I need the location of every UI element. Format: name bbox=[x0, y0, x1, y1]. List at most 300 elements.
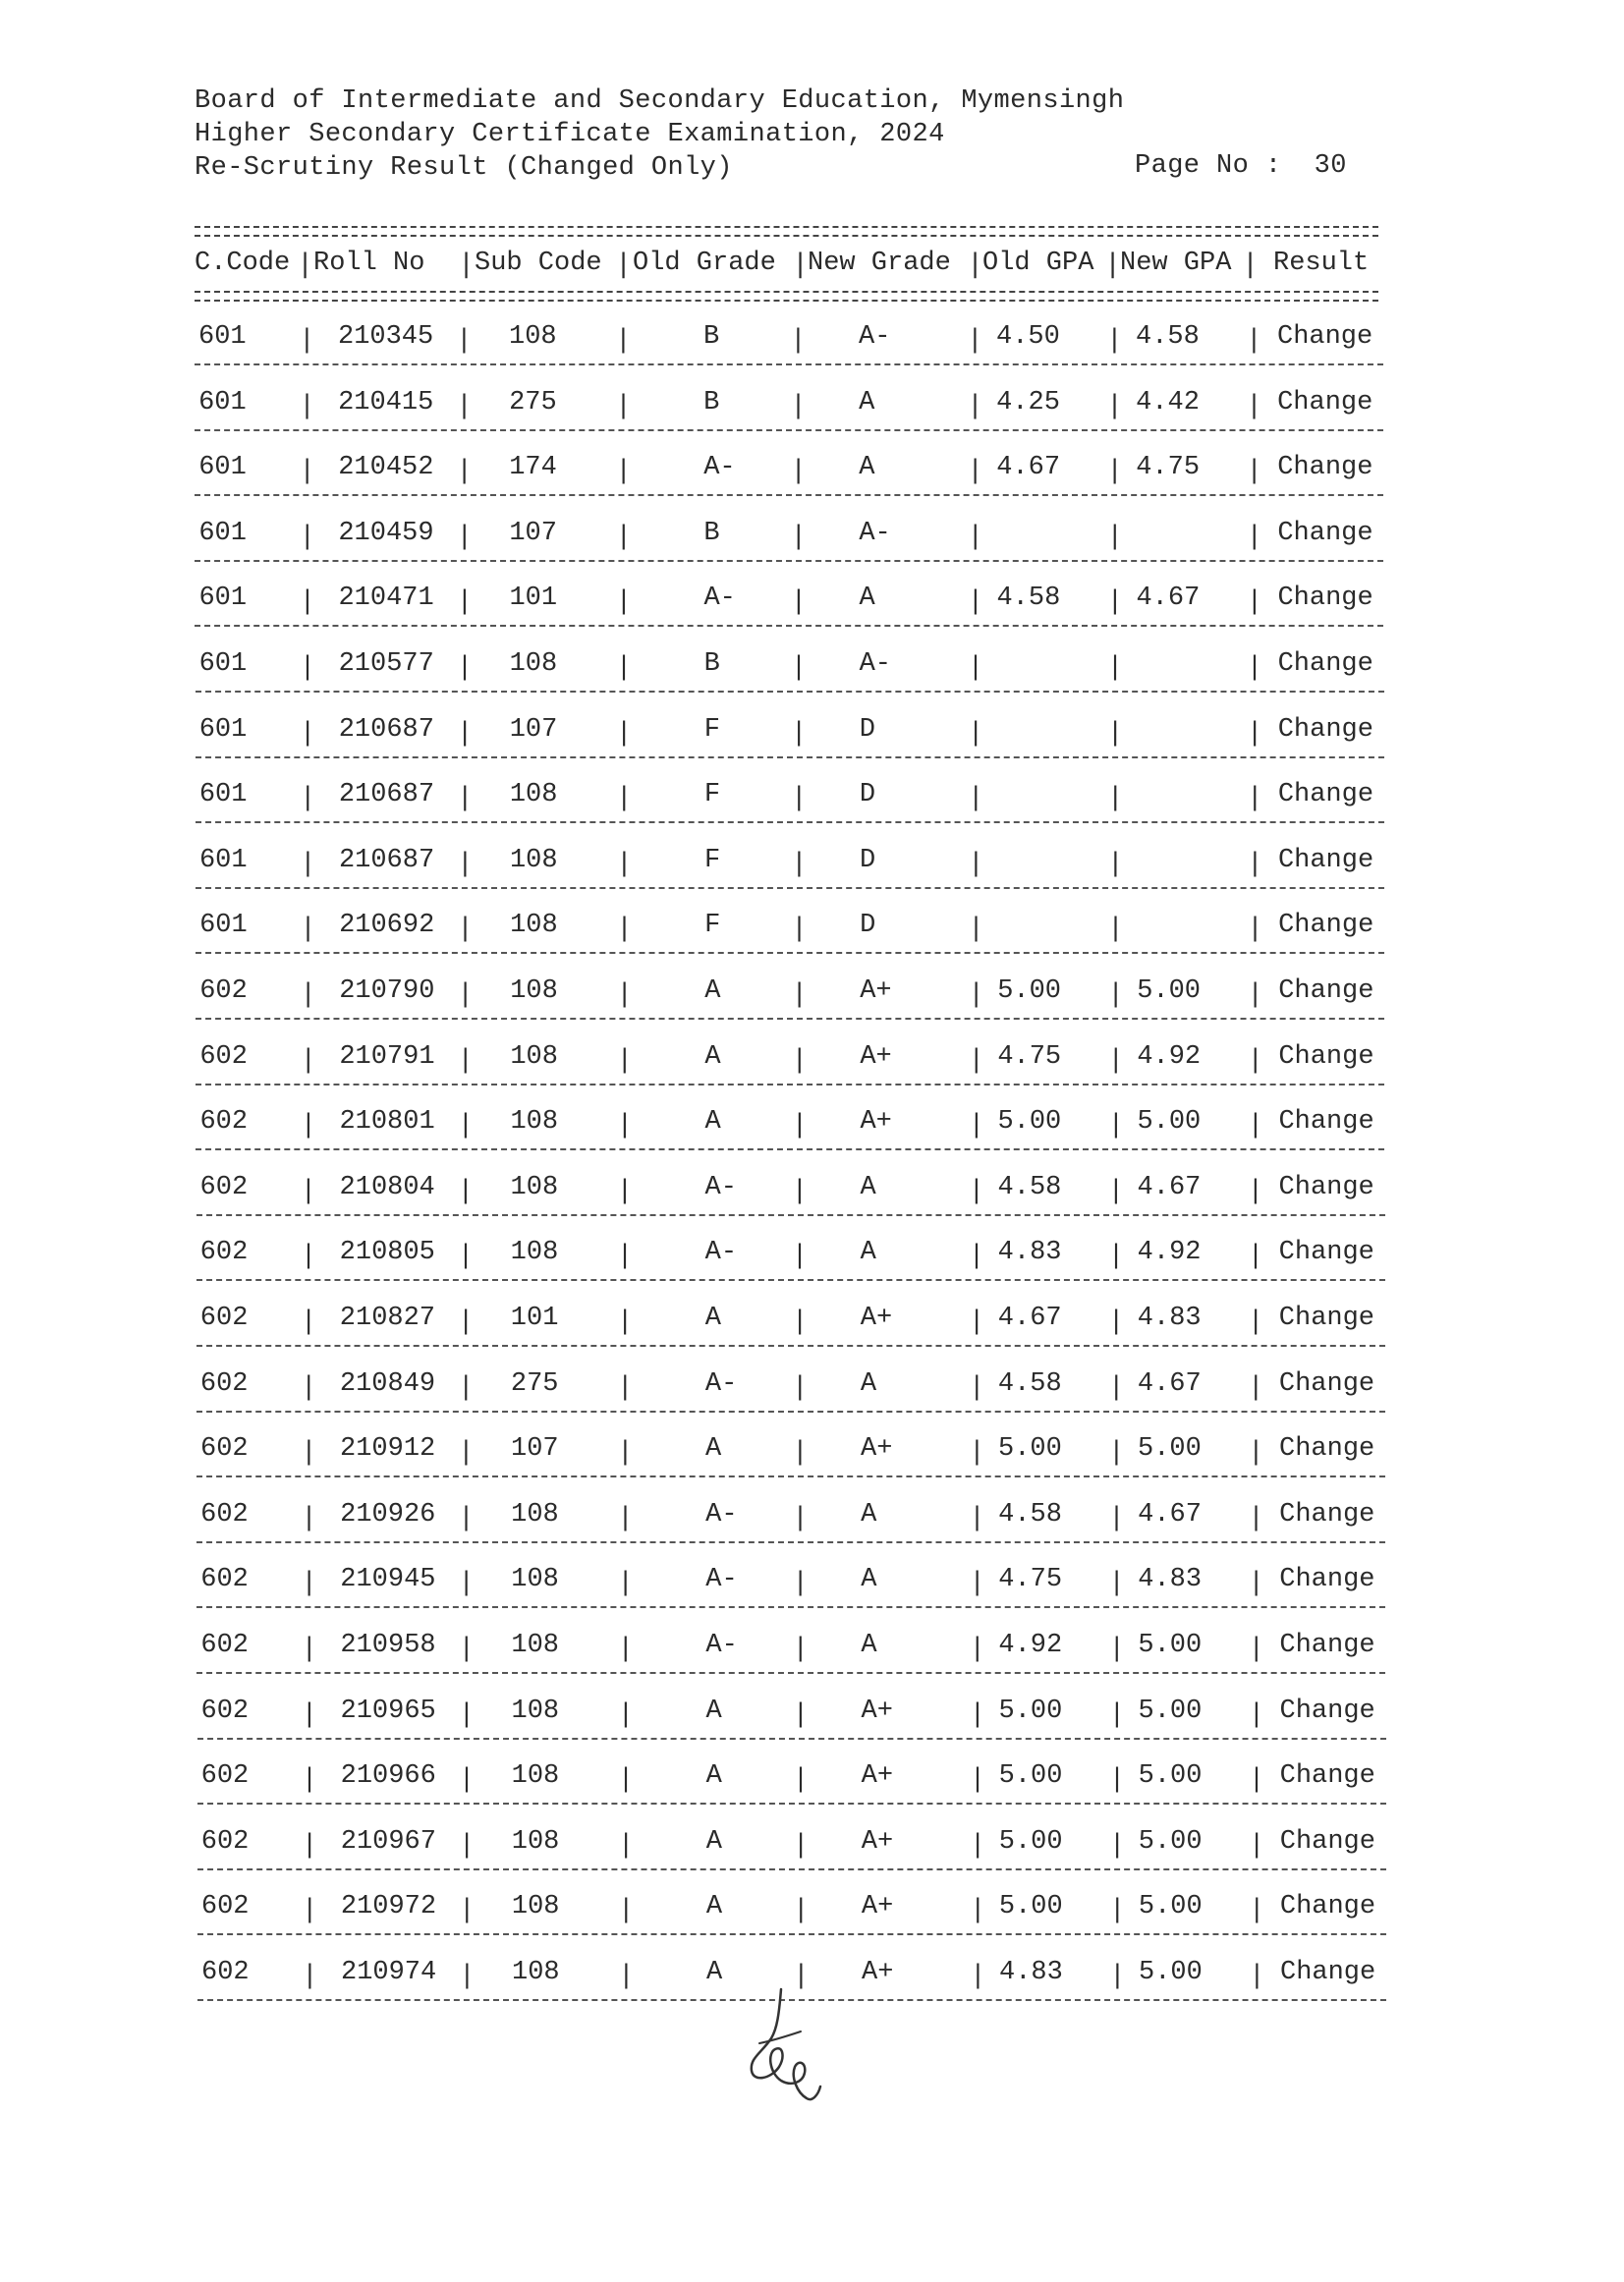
table-row bbox=[196, 1097, 1384, 1162]
cell-sub-code: 108 bbox=[511, 1826, 560, 1857]
cell-new-gpa: 5.00 bbox=[1139, 1958, 1203, 1987]
cell-sub-code: 275 bbox=[509, 387, 557, 417]
column-divider: | bbox=[1110, 324, 1119, 354]
cell-old-grade: A bbox=[705, 1696, 722, 1726]
cell-new-gpa: 5.00 bbox=[1138, 1434, 1202, 1465]
cell-old-grade: F bbox=[704, 911, 721, 941]
cell-sub-code: 108 bbox=[510, 1238, 559, 1268]
cell-new-gpa: 5.00 bbox=[1138, 1892, 1203, 1922]
cell-old-gpa: 4.67 bbox=[997, 1304, 1062, 1333]
column-divider: | bbox=[303, 455, 311, 485]
column-divider: | bbox=[972, 1174, 981, 1204]
column-divider: | bbox=[460, 520, 470, 550]
row-separator bbox=[196, 1672, 1385, 1674]
cell-old-gpa: 4.83 bbox=[997, 1238, 1062, 1268]
column-divider: | bbox=[460, 716, 470, 747]
exam-title: Higher Secondary Certificate Examination, 2024 bbox=[195, 120, 945, 149]
cell-result: Change bbox=[1277, 453, 1373, 483]
column-divider: | bbox=[621, 1894, 631, 1924]
column-divider: | bbox=[1252, 1828, 1261, 1859]
table-row bbox=[197, 1882, 1386, 1947]
cell-old-gpa: 4.58 bbox=[997, 1368, 1062, 1399]
cell-ccode: 602 bbox=[199, 1304, 249, 1333]
cell-sub-code: 108 bbox=[509, 322, 557, 352]
cell-old-gpa: 5.00 bbox=[997, 976, 1061, 1006]
column-divider: | bbox=[305, 1763, 314, 1794]
cell-new-gpa: 4.83 bbox=[1137, 1304, 1202, 1333]
column-divider: | bbox=[973, 1698, 982, 1728]
cell-old-grade: A bbox=[705, 1434, 722, 1465]
cell-ccode: 602 bbox=[200, 1565, 249, 1595]
cell-new-grade: A+ bbox=[860, 976, 892, 1006]
column-divider: | bbox=[303, 389, 311, 419]
column-divider: | bbox=[461, 1174, 471, 1204]
column-divider: | bbox=[305, 1436, 313, 1467]
column-divider: | bbox=[796, 1698, 806, 1728]
cell-roll-no: 210958 bbox=[340, 1631, 436, 1660]
cell-ccode: 601 bbox=[198, 518, 247, 548]
cell-ccode: 602 bbox=[200, 1761, 250, 1792]
cell-sub-code: 108 bbox=[511, 1761, 560, 1792]
cell-ccode: 602 bbox=[200, 1499, 249, 1530]
cell-result: Change bbox=[1279, 1696, 1375, 1726]
column-divider: | bbox=[305, 1828, 314, 1859]
cell-roll-no: 210790 bbox=[339, 976, 435, 1006]
column-divider: | bbox=[1108, 249, 1118, 279]
cell-roll-no: 210805 bbox=[339, 1238, 435, 1268]
column-divider: | bbox=[621, 1501, 630, 1531]
column-divider: | bbox=[971, 455, 980, 485]
row-separator bbox=[197, 1738, 1386, 1740]
cell-old-grade: F bbox=[703, 714, 720, 745]
column-divider: | bbox=[972, 1370, 981, 1401]
row-separator bbox=[196, 756, 1384, 758]
column-divider: | bbox=[461, 1109, 471, 1140]
column-divider: | bbox=[1250, 520, 1260, 550]
row-separator bbox=[196, 1148, 1384, 1150]
column-divider: | bbox=[1251, 1240, 1260, 1270]
column-header-old-grade: Old Grade bbox=[633, 249, 776, 278]
table-row bbox=[196, 1228, 1385, 1293]
column-divider: | bbox=[1251, 1174, 1260, 1204]
table-row bbox=[196, 1555, 1385, 1620]
column-divider: | bbox=[621, 1828, 631, 1859]
column-divider: | bbox=[1252, 1567, 1261, 1597]
cell-result: Change bbox=[1279, 1826, 1375, 1857]
cell-new-grade: A bbox=[860, 1368, 877, 1399]
cell-sub-code: 108 bbox=[511, 1631, 559, 1660]
column-divider: | bbox=[305, 1698, 314, 1728]
cell-roll-no: 210801 bbox=[339, 1107, 435, 1138]
cell-sub-code: 107 bbox=[509, 518, 557, 548]
cell-result: Change bbox=[1278, 1041, 1374, 1072]
column-divider: | bbox=[973, 1567, 982, 1597]
cell-old-gpa: 5.00 bbox=[998, 1892, 1063, 1922]
column-divider: | bbox=[619, 520, 629, 550]
cell-old-gpa: 4.92 bbox=[998, 1631, 1063, 1660]
column-divider: | bbox=[1111, 1043, 1121, 1074]
table-row bbox=[196, 1163, 1385, 1228]
column-divider: | bbox=[305, 1894, 314, 1924]
row-separator bbox=[197, 1868, 1386, 1870]
page-number bbox=[1135, 151, 1347, 181]
table-row bbox=[195, 312, 1383, 377]
row-separator bbox=[196, 952, 1384, 954]
cell-new-grade: A bbox=[859, 584, 875, 614]
column-divider: | bbox=[796, 1436, 805, 1467]
column-divider: | bbox=[1252, 1698, 1261, 1728]
column-divider: | bbox=[795, 1306, 805, 1335]
table-row bbox=[196, 1424, 1385, 1489]
column-divider: | bbox=[619, 455, 628, 485]
cell-ccode: 602 bbox=[200, 1826, 250, 1857]
column-header-roll: Roll No bbox=[313, 249, 425, 278]
column-divider: | bbox=[971, 782, 980, 812]
column-divider: | bbox=[460, 389, 469, 419]
column-divider: | bbox=[1112, 1501, 1121, 1531]
column-divider: | bbox=[305, 1501, 313, 1531]
cell-new-gpa: 5.00 bbox=[1138, 1761, 1203, 1792]
page-number-value: 30 bbox=[1314, 151, 1347, 181]
column-divider: | bbox=[619, 847, 629, 877]
column-divider: | bbox=[461, 1043, 471, 1074]
cell-roll-no: 210965 bbox=[340, 1696, 436, 1726]
column-divider: | bbox=[973, 1763, 982, 1794]
column-divider: | bbox=[304, 1370, 313, 1401]
column-divider: | bbox=[1112, 1828, 1122, 1859]
column-divider: | bbox=[1250, 651, 1260, 681]
row-separator bbox=[195, 429, 1383, 431]
column-divider: | bbox=[1110, 585, 1120, 616]
cell-new-gpa: 4.92 bbox=[1137, 1238, 1202, 1268]
table-row bbox=[197, 1752, 1386, 1816]
table-row bbox=[196, 1360, 1385, 1424]
cell-sub-code: 108 bbox=[510, 1107, 559, 1138]
column-divider: | bbox=[1250, 455, 1259, 485]
column-divider: | bbox=[303, 847, 312, 877]
column-divider: | bbox=[619, 716, 629, 747]
cell-new-grade: A+ bbox=[861, 1761, 894, 1792]
column-divider: | bbox=[973, 1894, 982, 1924]
cell-old-grade: F bbox=[703, 845, 721, 875]
cell-result: Change bbox=[1278, 1107, 1374, 1138]
table-row bbox=[195, 443, 1383, 508]
table-row bbox=[196, 770, 1384, 835]
column-divider: | bbox=[462, 1698, 472, 1728]
column-divider: | bbox=[1246, 249, 1256, 279]
cell-new-grade: A- bbox=[859, 649, 891, 679]
column-divider: | bbox=[794, 389, 803, 419]
cell-old-grade: A- bbox=[704, 1238, 738, 1268]
column-divider: | bbox=[460, 651, 470, 681]
column-divider: | bbox=[1112, 1436, 1121, 1467]
column-divider: | bbox=[460, 782, 470, 812]
signature bbox=[742, 1984, 830, 2122]
column-divider: | bbox=[1250, 324, 1259, 354]
cell-new-grade: A bbox=[859, 453, 875, 483]
column-divider: | bbox=[971, 520, 980, 550]
header-top-rule bbox=[195, 226, 1378, 237]
cell-new-gpa: 4.83 bbox=[1138, 1565, 1203, 1595]
column-divider: | bbox=[971, 847, 980, 877]
column-divider: | bbox=[621, 1698, 631, 1728]
cell-result: Change bbox=[1279, 1434, 1375, 1465]
cell-result: Change bbox=[1277, 584, 1373, 614]
column-divider: | bbox=[794, 847, 804, 877]
cell-new-grade: D bbox=[859, 714, 875, 745]
column-divider: | bbox=[619, 249, 629, 279]
column-divider: | bbox=[973, 1501, 981, 1531]
column-divider: | bbox=[795, 978, 804, 1008]
cell-old-grade: A bbox=[704, 976, 721, 1006]
cell-ccode: 602 bbox=[199, 1238, 249, 1268]
cell-old-grade: A bbox=[705, 1761, 722, 1792]
cell-new-gpa: 4.67 bbox=[1137, 1172, 1202, 1202]
cell-old-grade: A bbox=[706, 1958, 723, 1987]
column-divider: | bbox=[619, 389, 628, 419]
table-row bbox=[197, 1687, 1386, 1752]
table-row bbox=[197, 1817, 1386, 1882]
cell-new-gpa: 5.00 bbox=[1137, 976, 1201, 1006]
cell-new-grade: D bbox=[859, 780, 876, 810]
column-divider: | bbox=[971, 716, 980, 747]
column-divider: | bbox=[304, 1240, 313, 1270]
cell-result: Change bbox=[1278, 1238, 1374, 1268]
cell-roll-no: 210966 bbox=[340, 1761, 436, 1792]
cell-new-grade: A bbox=[861, 1499, 877, 1530]
cell-ccode: 602 bbox=[200, 1434, 249, 1465]
cell-roll-no: 210926 bbox=[340, 1499, 436, 1530]
column-divider: | bbox=[621, 1567, 631, 1597]
cell-new-gpa: 5.00 bbox=[1138, 1826, 1203, 1857]
column-divider: | bbox=[301, 249, 310, 279]
cell-new-gpa: 4.92 bbox=[1137, 1041, 1202, 1072]
column-divider: | bbox=[463, 1960, 472, 1989]
column-divider: | bbox=[620, 913, 629, 943]
cell-result: Change bbox=[1279, 1761, 1375, 1792]
cell-new-grade: A bbox=[859, 387, 875, 417]
cell-new-gpa: 4.42 bbox=[1136, 387, 1200, 417]
column-divider: | bbox=[303, 520, 312, 550]
column-divider: | bbox=[1112, 1763, 1122, 1794]
column-divider: | bbox=[619, 324, 628, 354]
row-separator bbox=[196, 1279, 1385, 1281]
cell-ccode: 601 bbox=[198, 780, 248, 810]
column-divider: | bbox=[461, 1240, 471, 1270]
cell-result: Change bbox=[1279, 1892, 1376, 1922]
column-divider: | bbox=[795, 1370, 805, 1401]
cell-new-grade: A bbox=[860, 1172, 876, 1202]
column-divider: | bbox=[461, 1306, 471, 1335]
row-separator bbox=[196, 1214, 1385, 1216]
column-divider: | bbox=[1252, 1633, 1261, 1662]
cell-roll-no: 210912 bbox=[340, 1434, 436, 1465]
cell-new-gpa: 5.00 bbox=[1137, 1107, 1202, 1138]
cell-sub-code: 108 bbox=[511, 1696, 560, 1726]
table-row bbox=[196, 1621, 1385, 1686]
table-row bbox=[196, 1032, 1384, 1097]
cell-result: Change bbox=[1278, 1172, 1374, 1202]
cell-roll-no: 210415 bbox=[338, 387, 434, 417]
column-divider: | bbox=[622, 1960, 631, 1989]
cell-old-gpa: 5.00 bbox=[998, 1826, 1063, 1857]
column-divider: | bbox=[1112, 1698, 1122, 1728]
column-divider: | bbox=[304, 1043, 313, 1074]
row-separator bbox=[196, 1475, 1385, 1477]
cell-sub-code: 108 bbox=[511, 1565, 559, 1595]
cell-roll-no: 210791 bbox=[339, 1041, 435, 1072]
cell-old-grade: B bbox=[703, 649, 720, 679]
cell-old-grade: A- bbox=[703, 584, 736, 614]
cell-new-gpa: 4.75 bbox=[1136, 453, 1201, 483]
column-divider: | bbox=[796, 1501, 805, 1531]
column-divider: | bbox=[1110, 455, 1119, 485]
cell-old-gpa: 4.67 bbox=[996, 453, 1061, 483]
column-divider: | bbox=[462, 1828, 472, 1859]
cell-new-grade: A+ bbox=[860, 1107, 892, 1138]
cell-old-gpa: 4.50 bbox=[996, 322, 1060, 352]
table-header bbox=[195, 249, 1383, 288]
table-row bbox=[196, 640, 1384, 704]
column-divider: | bbox=[972, 913, 980, 943]
column-divider: | bbox=[973, 1436, 981, 1467]
cell-sub-code: 101 bbox=[509, 584, 558, 614]
table-row bbox=[196, 836, 1384, 901]
cell-old-grade: A bbox=[704, 1107, 721, 1138]
row-separator bbox=[196, 1541, 1385, 1543]
column-divider: | bbox=[971, 585, 980, 616]
column-divider: | bbox=[1250, 716, 1260, 747]
column-divider: | bbox=[620, 1043, 630, 1074]
cell-new-grade: A+ bbox=[860, 1304, 893, 1333]
table-row bbox=[196, 1294, 1385, 1359]
column-divider: | bbox=[461, 1370, 471, 1401]
column-divider: | bbox=[795, 1240, 805, 1270]
cell-ccode: 601 bbox=[199, 911, 248, 941]
cell-sub-code: 108 bbox=[509, 780, 558, 810]
cell-result: Change bbox=[1279, 1631, 1375, 1660]
cell-roll-no: 210974 bbox=[341, 1958, 437, 1987]
column-divider: | bbox=[1112, 1894, 1122, 1924]
column-divider: | bbox=[619, 782, 629, 812]
cell-old-grade: F bbox=[703, 780, 721, 810]
column-divider: | bbox=[1250, 847, 1260, 877]
cell-result: Change bbox=[1278, 976, 1374, 1006]
column-divider: | bbox=[1111, 1370, 1121, 1401]
cell-old-grade: A bbox=[704, 1304, 721, 1333]
cell-old-gpa: 4.58 bbox=[998, 1499, 1062, 1530]
column-divider: | bbox=[619, 651, 629, 681]
cell-ccode: 602 bbox=[199, 1041, 248, 1072]
column-divider: | bbox=[620, 1109, 630, 1140]
cell-ccode: 601 bbox=[198, 453, 247, 483]
cell-sub-code: 108 bbox=[511, 1892, 560, 1922]
table-row bbox=[195, 378, 1383, 443]
cell-roll-no: 210804 bbox=[339, 1172, 435, 1202]
cell-new-grade: A bbox=[861, 1631, 877, 1660]
cell-sub-code: 108 bbox=[509, 649, 558, 679]
row-separator bbox=[196, 887, 1384, 889]
column-divider: | bbox=[796, 1633, 806, 1662]
row-separator bbox=[195, 363, 1383, 365]
cell-ccode: 601 bbox=[198, 649, 248, 679]
column-divider: | bbox=[462, 1501, 471, 1531]
row-separator bbox=[197, 1933, 1386, 1935]
cell-old-grade: B bbox=[703, 322, 720, 352]
cell-old-gpa: 5.00 bbox=[998, 1696, 1063, 1726]
column-divider: | bbox=[1251, 1306, 1260, 1335]
cell-new-gpa: 5.00 bbox=[1138, 1696, 1203, 1726]
cell-sub-code: 108 bbox=[511, 1499, 559, 1530]
column-divider: | bbox=[305, 1567, 314, 1597]
cell-ccode: 601 bbox=[198, 845, 248, 875]
cell-new-grade: A bbox=[860, 1238, 876, 1268]
column-divider: | bbox=[1252, 1436, 1260, 1467]
column-divider: | bbox=[794, 585, 804, 616]
column-divider: | bbox=[971, 324, 980, 354]
table-row bbox=[196, 967, 1384, 1031]
column-divider: | bbox=[1251, 1370, 1260, 1401]
row-separator bbox=[196, 1345, 1385, 1347]
cell-old-gpa: 5.00 bbox=[997, 1107, 1062, 1138]
cell-roll-no: 210827 bbox=[339, 1304, 436, 1333]
column-divider: | bbox=[1110, 651, 1120, 681]
column-divider: | bbox=[303, 651, 312, 681]
column-divider: | bbox=[1251, 1109, 1260, 1140]
column-divider: | bbox=[303, 716, 312, 747]
cell-new-gpa: 4.67 bbox=[1136, 584, 1201, 614]
cell-roll-no: 210687 bbox=[338, 714, 434, 745]
column-header-result: Result bbox=[1273, 249, 1370, 278]
column-divider: | bbox=[1111, 1306, 1121, 1335]
row-separator bbox=[195, 560, 1383, 562]
row-separator bbox=[196, 1084, 1384, 1085]
cell-old-gpa: 4.75 bbox=[997, 1041, 1062, 1072]
cell-result: Change bbox=[1277, 649, 1373, 679]
cell-result: Change bbox=[1278, 1368, 1375, 1399]
cell-result: Change bbox=[1277, 518, 1373, 548]
column-divider: | bbox=[304, 1109, 313, 1140]
column-divider: | bbox=[971, 249, 980, 279]
column-divider: | bbox=[797, 1960, 806, 1989]
column-divider: | bbox=[1251, 1043, 1260, 1074]
column-divider: | bbox=[1112, 1567, 1122, 1597]
cell-result: Change bbox=[1277, 322, 1373, 352]
cell-sub-code: 108 bbox=[510, 976, 558, 1006]
column-divider: | bbox=[1112, 1633, 1122, 1662]
column-divider: | bbox=[794, 651, 804, 681]
column-header-old-gpa: Old GPA bbox=[982, 249, 1094, 278]
cell-old-gpa: 4.83 bbox=[999, 1958, 1063, 1987]
column-divider: | bbox=[462, 1567, 472, 1597]
cell-ccode: 602 bbox=[199, 976, 248, 1006]
column-divider: | bbox=[305, 1633, 314, 1662]
column-divider: | bbox=[973, 1828, 982, 1859]
cell-ccode: 602 bbox=[199, 1172, 249, 1202]
column-divider: | bbox=[972, 1240, 981, 1270]
column-divider: | bbox=[1250, 585, 1260, 616]
header-bottom-rule bbox=[195, 291, 1378, 302]
column-divider: | bbox=[795, 1043, 805, 1074]
column-divider: | bbox=[1250, 389, 1259, 419]
column-divider: | bbox=[460, 324, 469, 354]
cell-roll-no: 210849 bbox=[339, 1368, 436, 1399]
cell-ccode: 602 bbox=[200, 1696, 250, 1726]
column-divider: | bbox=[794, 716, 804, 747]
cell-result: Change bbox=[1278, 911, 1374, 941]
cell-new-grade: A+ bbox=[861, 1892, 894, 1922]
cell-ccode: 601 bbox=[198, 714, 248, 745]
